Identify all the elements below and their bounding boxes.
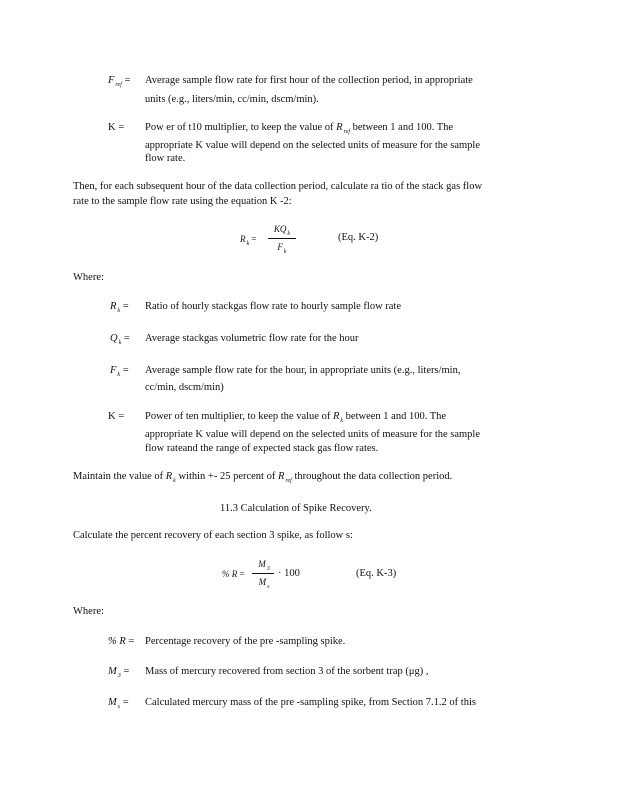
def-k2-line2: appropriate K value will depend on the selected units of measure for the sample [145,429,481,440]
def-k2-line1: Power of ten multiplier, to keep the value of $R_k$ between 1 and 100. The [145,411,447,424]
def-rk-symbol: $R_k$ = [110,301,129,314]
eq2-lhs: % R = [222,569,245,579]
def-fk-line2: cc/min, dscm/min) [145,382,224,393]
eq2-fraction-bar [252,573,274,574]
def-k1-line1: Pow er of t10 multiplier, to keep the value of $R_{ref}$ between 1 and 100. The [145,122,454,135]
def-k2-symbol: K = [108,411,125,422]
eq2-denominator: $M_s$ [258,577,270,590]
def-ms-line1: Calculated mercury mass of the pre -sampling spike, from Section 7.1.2 of this [145,697,476,708]
eq1-fraction-bar [268,238,296,239]
def-k1-line3: flow rate. [145,153,186,164]
def-percent-r-symbol: % R = [108,636,135,647]
eq2-times: · 100 [278,568,300,579]
def-fk-line1: Average sample flow rate for the hour, in appropriate units (e.g., liters/min, [145,365,461,376]
def-qk-symbol: $Q_k$ = [110,333,130,346]
eq2-tag: (Eq. K-3) [356,568,397,579]
eq1-denominator: $F_k$ [277,242,287,255]
where-label: Where: [73,606,104,617]
def-k2-line3: flow rateand the range of expected stack gas flow rates. [145,443,379,454]
def-k1-line2: appropriate K value will depend on the selected units of measure for the sample [145,140,481,151]
paragraph-line: Calculate the percent recovery of each section 3 spike, as follow s: [73,530,353,541]
def-fk-symbol: $F_k$ = [110,365,129,378]
section-heading: 11.3 Calculation of Spike Recovery. [220,503,372,514]
def-k1-symbol: K = [108,122,125,133]
maintain-line: Maintain the value of $R_k$ within +- 25 percent of $R_{ref}$ throughout the data collection period. [73,471,453,484]
def-ms-symbol: $M_s$ = [108,697,129,710]
def-percent-r-line1: Percentage recovery of the pre -sampling spike. [145,636,346,647]
paragraph-line: Then, for each subsequent hour of the data collection period, calculate ra tio of the stack gas flow [73,181,483,192]
def-qk-line1: Average stackgas volumetric flow rate for the hour [145,333,359,344]
eq2-numerator: $M_3$ [258,559,270,572]
def-fref-line1: Average sample flow rate for first hour of the collection period, in appropriate [145,75,473,86]
paragraph-line: rate to the sample flow rate using the equation K -2: [73,196,292,207]
eq1-numerator: $KQ_k$ [273,224,291,237]
eq1-lhs: $R_k$ = [240,234,257,247]
def-fref-line2: units (e.g., liters/min, cc/min, dscm/min). [145,94,319,105]
def-m3-line1: Mass of mercury recovered from section 3 of the sorbent trap (μg) , [145,666,429,677]
def-rk-line1: Ratio of hourly stackgas flow rate to hourly sample flow rate [145,301,402,312]
def-m3-symbol: $M_3$ = [108,666,130,679]
eq1-tag: (Eq. K-2) [338,232,379,243]
def-fref-symbol: $F_{ref}$ = [108,75,131,88]
where-label: Where: [73,272,104,283]
